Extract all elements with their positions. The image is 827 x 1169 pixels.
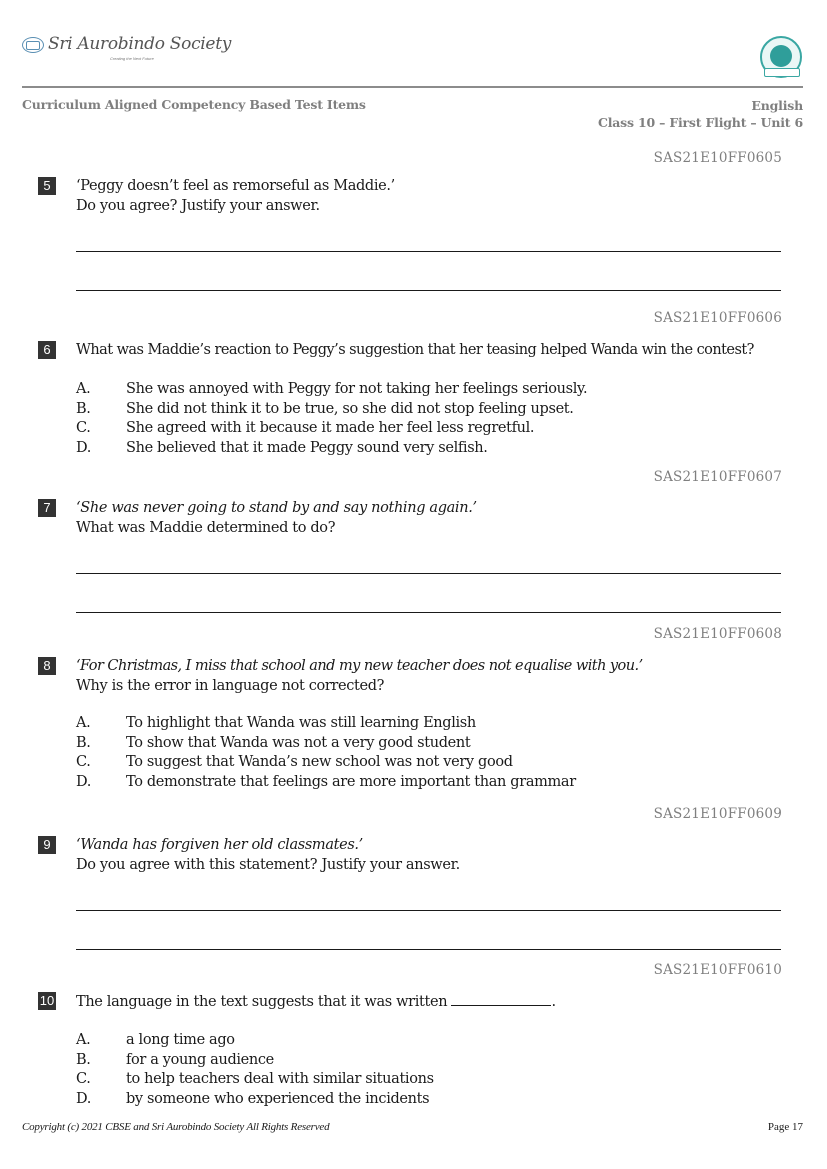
option-d[interactable] (76, 1090, 434, 1110)
question-number: 5 (38, 177, 56, 195)
option-letter: C. (76, 1071, 91, 1088)
question-text (76, 991, 556, 1012)
page-number: Page 17 (767, 1121, 803, 1133)
emblem-ribbon (764, 68, 800, 77)
option-letter: D. (76, 439, 92, 456)
question-quote: ‘Wanda has forgiven her old classmates.’ (76, 837, 363, 853)
option-c[interactable] (76, 1070, 434, 1090)
option-text: by someone who experienced the incidents (126, 1090, 430, 1107)
option-letter: D. (76, 773, 92, 790)
option-letter: C. (76, 754, 91, 771)
question-text (76, 835, 460, 875)
answer-line[interactable] (76, 290, 781, 291)
question-number: 9 (38, 836, 56, 854)
option-text: a long time ago (126, 1032, 235, 1048)
logo-tagline: Creating the Next Future (110, 56, 154, 61)
options-list (76, 380, 587, 458)
option-text: To suggest that Wanda’s new school was not very good (126, 754, 513, 771)
option-text: She did not think it to be true, so she did not stop feeling upset. (126, 400, 574, 417)
option-letter: D. (76, 1090, 92, 1107)
question-prompt: Why is the error in language not corrected? (76, 678, 385, 694)
question-quote: ‘Peggy doesn’t feel as remorseful as Maddie.’ (76, 178, 395, 194)
answer-line[interactable] (76, 949, 781, 950)
option-text: To highlight that Wanda was still learning English (126, 715, 476, 731)
option-letter: C. (76, 420, 91, 437)
globe-icon (22, 37, 44, 53)
option-a[interactable] (76, 714, 576, 734)
question-text (76, 656, 643, 696)
option-letter: B. (76, 400, 91, 417)
subject-label: English (751, 98, 803, 113)
option-letter: A. (76, 715, 91, 731)
option-text: She was annoyed with Peggy for not taking her feelings seriously. (126, 381, 588, 397)
answer-line[interactable] (76, 573, 781, 574)
option-a[interactable] (76, 1031, 434, 1051)
option-text: She believed that it made Peggy sound very selfish. (126, 439, 488, 456)
question-prompt: What was Maddie determined to do? (76, 520, 336, 536)
option-text: To show that Wanda was not a very good student (126, 734, 471, 751)
item-code: SAS21E10FF0609 (653, 806, 782, 822)
answer-line[interactable] (76, 612, 781, 613)
option-b[interactable] (76, 1051, 434, 1071)
class-unit-label: Class 10 – First Flight – Unit 6 (597, 115, 803, 130)
question-text: What was Maddie’s reaction to Peggy’s suggestion that her teasing helped Wanda win the contest? (76, 342, 754, 358)
question-text (76, 498, 477, 538)
question-text (76, 176, 395, 216)
item-code: SAS21E10FF0606 (653, 310, 782, 326)
subject-info (598, 97, 803, 131)
question-prompt: Do you agree? Justify your answer. (76, 198, 320, 214)
cbse-emblem-icon (760, 36, 802, 78)
header-divider (22, 86, 803, 88)
item-code: SAS21E10FF0607 (653, 469, 782, 485)
option-text: To demonstrate that feelings are more important than grammar (126, 773, 576, 790)
options-list (76, 1031, 434, 1109)
question-prompt: The language in the text suggests that it was written (76, 994, 448, 1010)
option-letter: A. (76, 381, 91, 397)
question-number: 8 (38, 657, 56, 675)
sri-aurobindo-society-logo (22, 34, 232, 61)
fill-in-blank (451, 991, 551, 1006)
question-number: 6 (38, 341, 56, 359)
item-code: SAS21E10FF0605 (653, 150, 782, 166)
question-number: 10 (39, 993, 55, 1008)
question-quote: ‘She was never going to stand by and say nothing again.’ (76, 500, 477, 516)
item-code: SAS21E10FF0608 (653, 626, 782, 642)
answer-line[interactable] (76, 910, 781, 911)
logo-text: Sri Aurobindo Society (48, 34, 232, 54)
option-b[interactable] (76, 734, 576, 754)
option-text: for a young audience (126, 1051, 274, 1068)
option-c[interactable] (76, 419, 587, 439)
option-b[interactable] (76, 400, 587, 420)
option-d[interactable] (76, 773, 576, 793)
option-letter: B. (76, 734, 91, 751)
option-a[interactable] (76, 380, 587, 400)
question-prompt: Do you agree with this statement? Justify your answer. (76, 857, 460, 873)
question-number: 7 (38, 499, 56, 517)
answer-line[interactable] (76, 251, 781, 252)
copyright-notice: Copyright (c) 2021 CBSE and Sri Aurobindo Society All Rights Reserved (22, 1121, 330, 1133)
option-text: She agreed with it because it made her feel less regretful. (126, 420, 535, 437)
emblem-center (770, 45, 792, 67)
option-d[interactable] (76, 439, 587, 459)
item-code: SAS21E10FF0610 (653, 962, 782, 978)
option-letter: A. (76, 1032, 91, 1048)
option-letter: B. (76, 1051, 91, 1068)
option-text: to help teachers deal with similar situations (126, 1071, 434, 1088)
question-quote: ‘For Christmas, I miss that school and my new teacher does not equalise with you.’ (76, 658, 643, 674)
question-prompt-end: . (551, 994, 556, 1010)
document-series-title: Curriculum Aligned Competency Based Test Items (22, 97, 366, 112)
option-c[interactable] (76, 753, 576, 773)
options-list (76, 714, 576, 792)
